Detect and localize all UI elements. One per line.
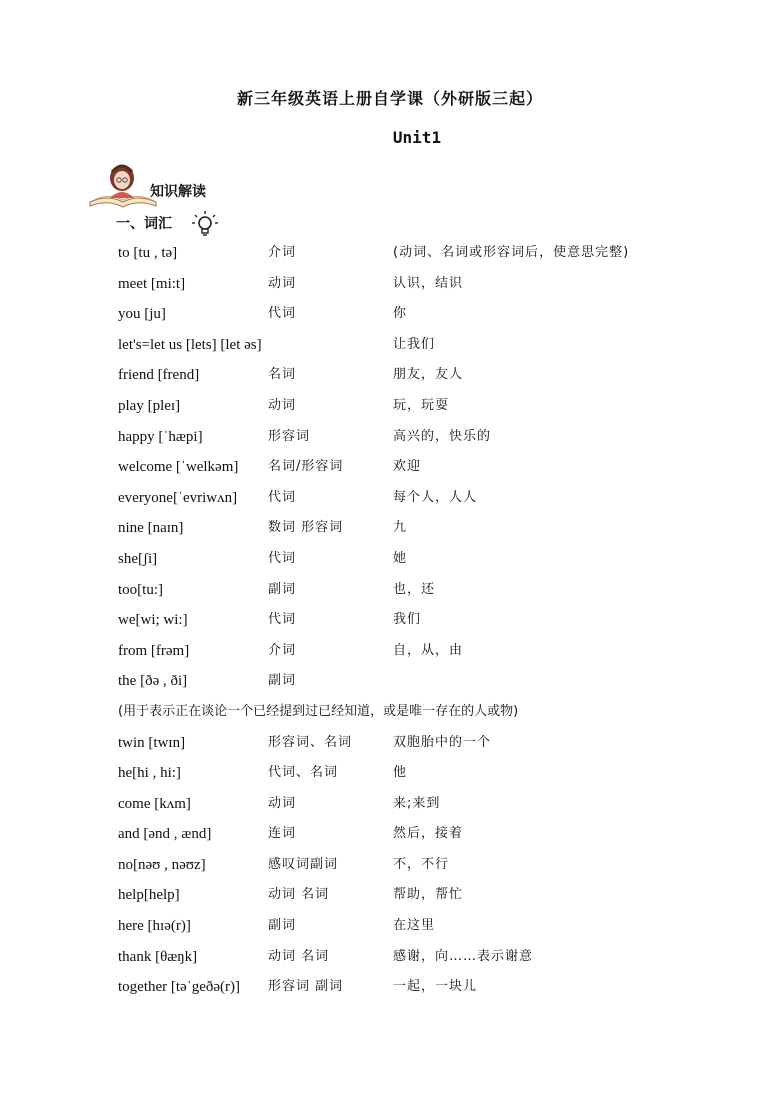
- vocab-row: [118, 365, 718, 396]
- vocab-meaning: 她: [393, 550, 408, 566]
- vocab-pos: 动词: [268, 795, 297, 811]
- vocab-word: he[hi , hi:]: [118, 765, 181, 782]
- vocab-meaning: 他: [393, 765, 408, 781]
- vocab-row: [118, 580, 718, 611]
- vocab-pos: 名词/形容词: [268, 459, 344, 475]
- vocab-row: [118, 947, 718, 978]
- vocab-word: from [frəm]: [118, 642, 190, 659]
- vocab-word: thank [θæŋk]: [118, 948, 198, 965]
- vocab-pos: 动词 名词: [268, 887, 330, 903]
- vocab-word: and [ənd , ænd]: [118, 826, 212, 843]
- vocab-row: [118, 243, 718, 274]
- vocab-pos: 代词: [268, 550, 297, 566]
- vocab-meaning: 我们: [393, 612, 422, 628]
- vocab-pos: 介词: [268, 245, 297, 260]
- vocab-word: welcome [ˈwelkəm]: [118, 459, 239, 476]
- unit-heading: Unit1: [392, 128, 442, 147]
- vocab-word: here [hɪə(r)]: [118, 918, 191, 935]
- vocab-meaning: 自，从，由: [393, 642, 464, 658]
- vocab-word: no[nəʊ , nəʊz]: [118, 856, 206, 873]
- vocab-pos: 形容词: [268, 428, 311, 444]
- vocab-pos: 代词: [268, 306, 297, 322]
- vocab-word: you [ju]: [118, 306, 166, 323]
- lightbulb-icon: [192, 210, 218, 238]
- vocab-meaning: 欢迎: [393, 459, 422, 475]
- vocab-row: [118, 457, 718, 488]
- vocab-row: [118, 733, 718, 764]
- vocab-row: [118, 335, 718, 366]
- vocab-row: [118, 916, 718, 947]
- vocab-pos: 动词: [268, 397, 297, 413]
- vocab-meaning: 每个人，人人: [393, 489, 478, 505]
- vocab-pos: 动词 名词: [268, 948, 330, 964]
- vocab-row: [118, 427, 718, 458]
- vocab-word: to [tu , tə]: [118, 245, 178, 261]
- vocab-pos: 连词: [268, 826, 297, 842]
- vocab-note-row: [118, 702, 718, 733]
- vocab-row: [118, 794, 718, 825]
- vocab-word: everyone[ˈevriwʌn]: [118, 489, 238, 506]
- vocab-row: [118, 488, 718, 519]
- vocab-row: [118, 855, 718, 886]
- vocab-note: (用于表示正在谈论一个已经提到过已经知道，或是唯一存在的人或物): [118, 703, 519, 719]
- vocab-row: [118, 671, 718, 702]
- vocab-pos: 代词: [268, 612, 297, 628]
- document-title: 新三年级英语上册自学课（外研版三起）: [236, 89, 543, 108]
- vocab-meaning: 也，还: [393, 581, 436, 597]
- vocab-word: too[tu:]: [118, 581, 163, 598]
- vocab-word: help[help]: [118, 887, 180, 904]
- vocab-row: [118, 641, 718, 672]
- vocab-heading: 一、词汇: [116, 216, 172, 232]
- vocab-row: [118, 304, 718, 335]
- vocab-row: [118, 824, 718, 855]
- vocab-meaning: 认识，结识: [393, 275, 464, 291]
- vocab-meaning: 一起，一块儿: [393, 979, 478, 995]
- vocab-word: twin [twɪn]: [118, 734, 186, 751]
- vocab-row: [118, 396, 718, 427]
- vocab-pos: 代词、名词: [268, 765, 339, 781]
- vocab-word: meet [mi:t]: [118, 275, 186, 292]
- vocab-row: [118, 274, 718, 305]
- vocab-pos: 副词: [268, 918, 297, 934]
- vocab-row: [118, 518, 718, 549]
- vocab-pos: 副词: [268, 581, 297, 597]
- vocab-pos: 形容词 副词: [268, 979, 344, 995]
- vocab-pos: 代词: [268, 489, 297, 505]
- vocab-row: [118, 549, 718, 580]
- vocab-meaning: 玩，玩耍: [393, 397, 450, 413]
- vocab-pos: 副词: [268, 673, 297, 689]
- vocab-word: come [kʌm]: [118, 795, 191, 812]
- vocab-pos: 数词 形容词: [268, 520, 344, 536]
- vocab-pos: 形容词、名词: [268, 734, 353, 750]
- vocab-meaning: 高兴的，快乐的: [393, 428, 492, 444]
- section-label: 知识解读: [150, 184, 206, 200]
- vocab-word: she[ʃi]: [118, 550, 158, 567]
- vocab-pos: 动词: [268, 275, 297, 291]
- vocab-meaning: 让我们: [393, 336, 436, 352]
- vocab-meaning: 朋友，友人: [393, 367, 464, 383]
- vocab-meaning: 来;来到: [393, 795, 441, 811]
- vocab-meaning: 在这里: [393, 918, 436, 934]
- vocab-pos: 介词: [268, 642, 297, 658]
- vocab-row: [118, 610, 718, 641]
- vocab-word: together [təˈgeðə(r)]: [118, 979, 241, 996]
- vocab-word: friend [frend]: [118, 367, 200, 384]
- vocab-pos: 感叹词副词: [268, 856, 339, 872]
- vocab-row: [118, 977, 718, 1008]
- vocab-meaning: 九: [393, 520, 408, 536]
- vocab-meaning: 感谢，向……表示谢意: [393, 948, 534, 964]
- vocab-word: we[wi; wi:]: [118, 612, 188, 629]
- vocab-word: play [pleɪ]: [118, 397, 181, 414]
- vocab-row: [118, 885, 718, 916]
- vocab-word: the [ðə , ði]: [118, 673, 188, 690]
- vocab-meaning: 不，不行: [393, 856, 450, 872]
- teacher-reading-icon: [88, 158, 158, 214]
- vocab-word: let's=let us [lets] [let əs]: [118, 336, 262, 353]
- vocabulary-list: [118, 243, 718, 1008]
- vocab-word: nine [naɪn]: [118, 520, 184, 537]
- vocab-row: [118, 763, 718, 794]
- vocab-meaning: 双胞胎中的一个: [393, 734, 492, 750]
- vocab-meaning: (动词、名词或形容词后，使意思完整): [393, 245, 630, 260]
- vocab-pos: 名词: [268, 367, 297, 383]
- vocab-meaning: 然后，接着: [393, 826, 464, 842]
- vocab-word: happy [ˈhæpi]: [118, 428, 203, 445]
- vocab-meaning: 帮助，帮忙: [393, 887, 464, 903]
- vocab-meaning: 你: [393, 306, 408, 322]
